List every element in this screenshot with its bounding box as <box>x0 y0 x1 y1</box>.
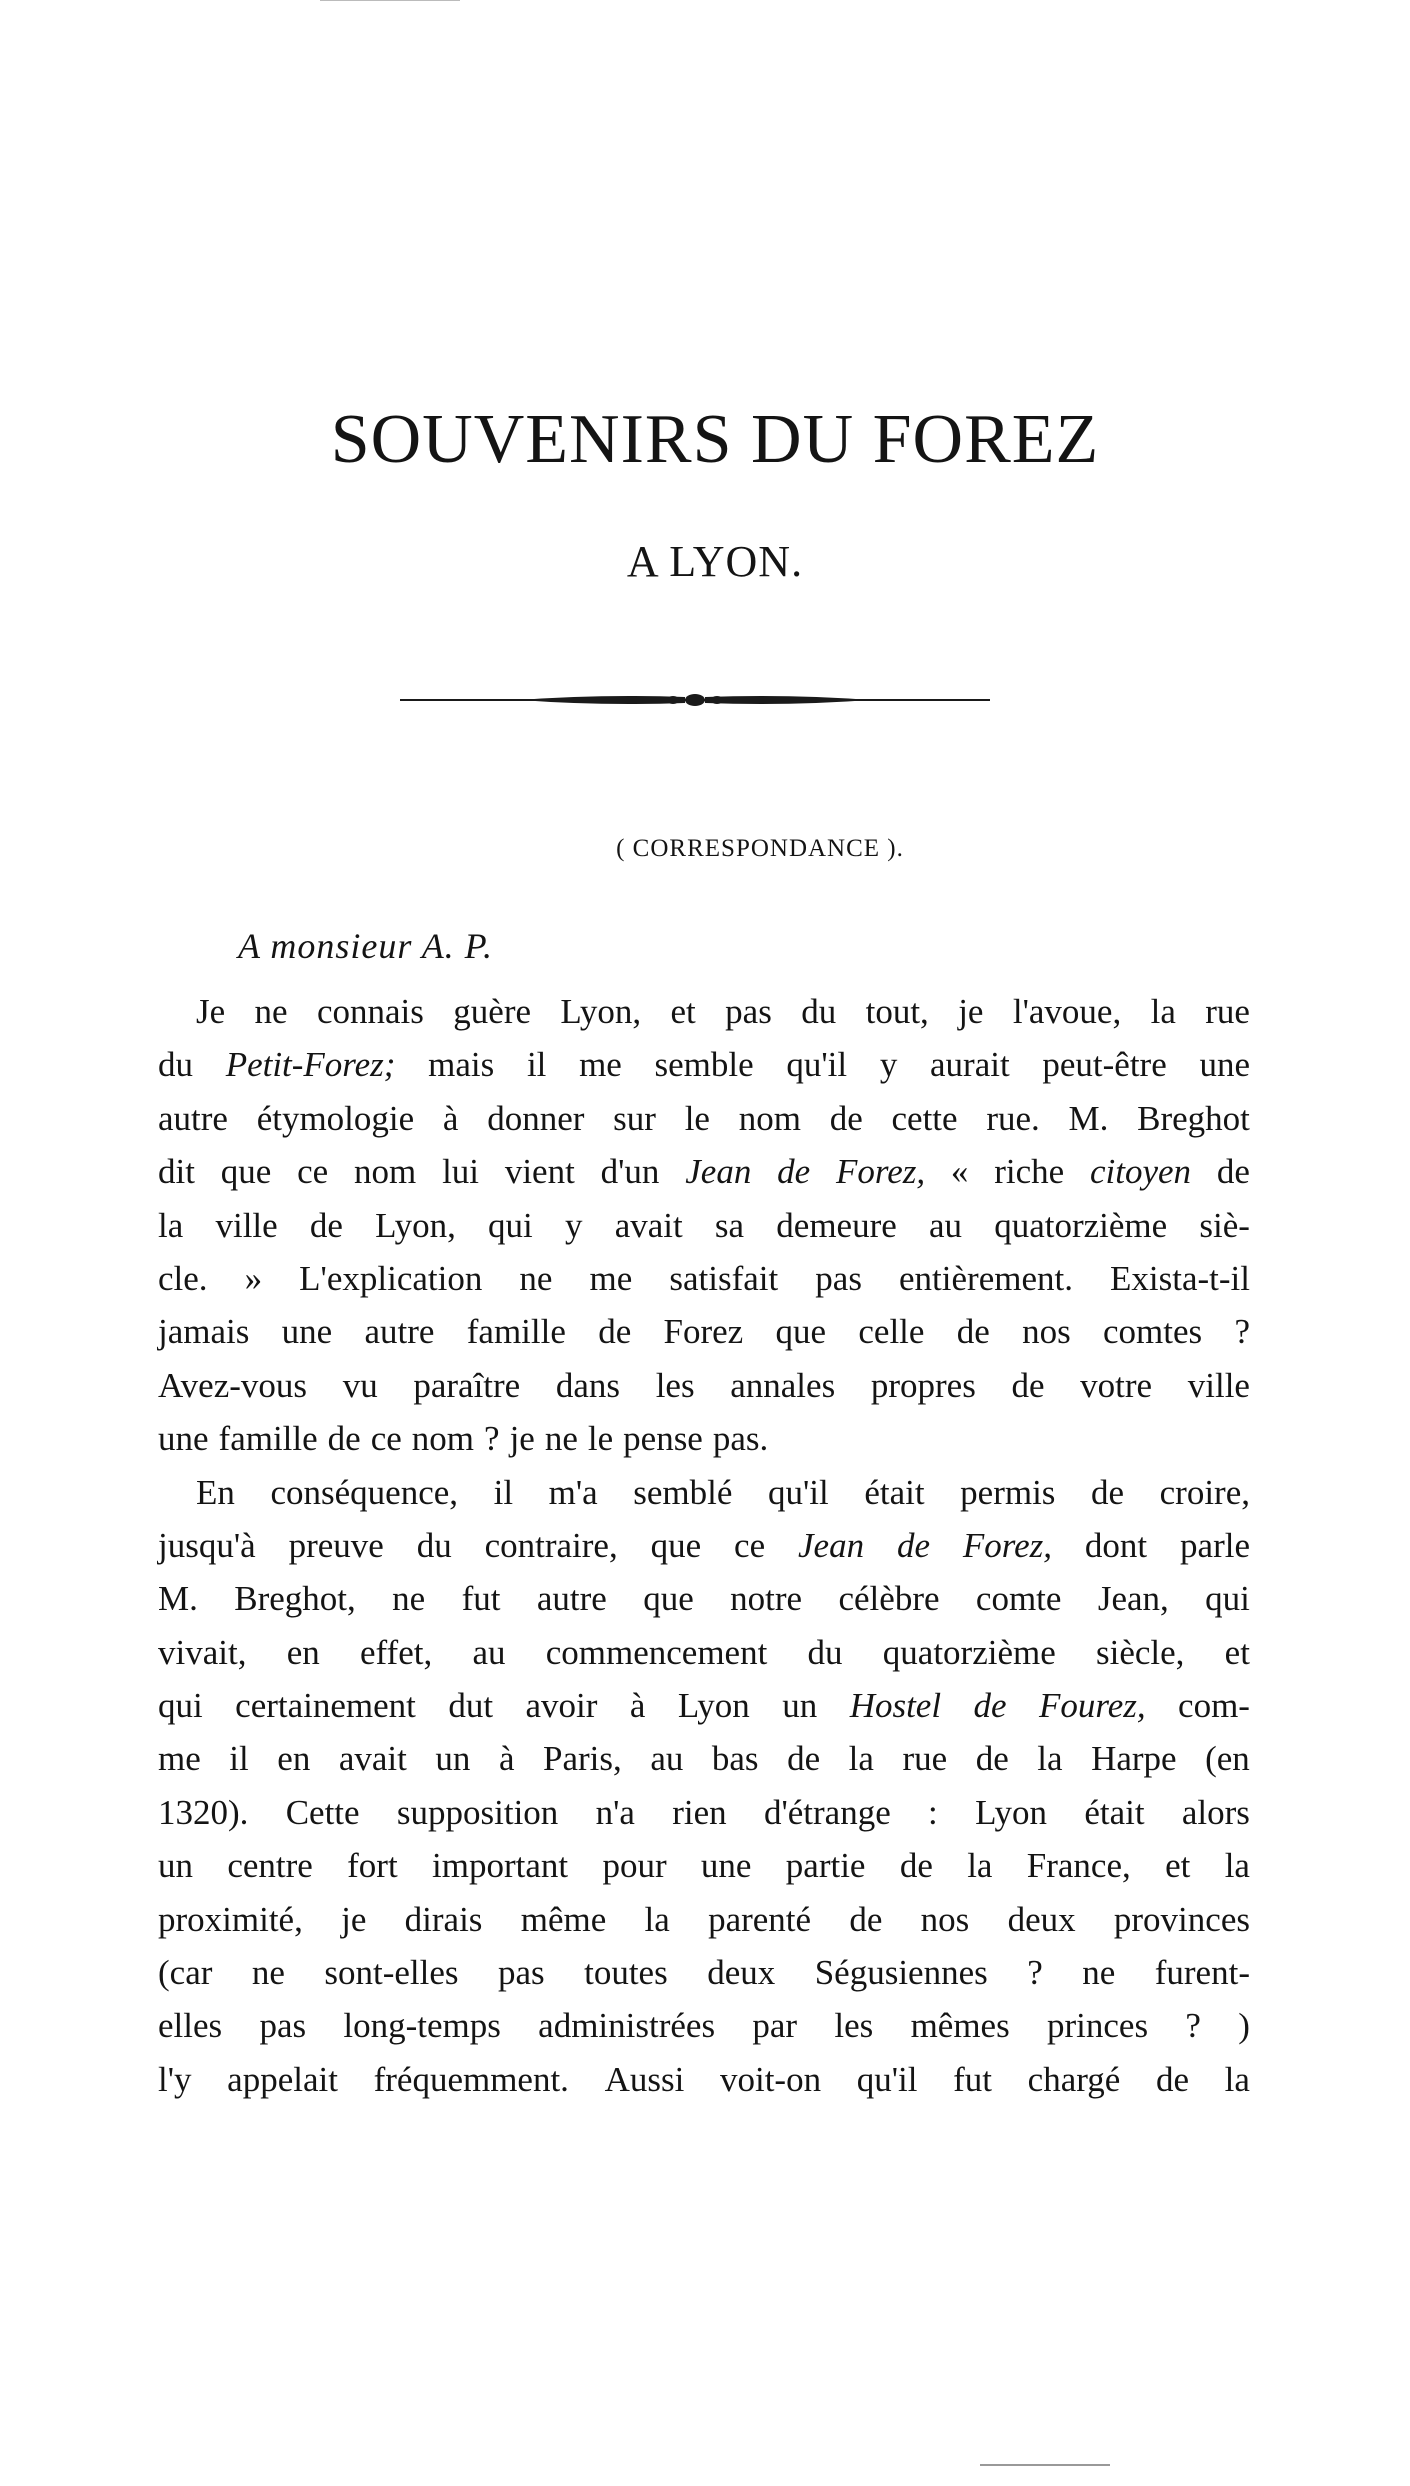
text-line: une famille de ce nom ? je ne le pense pas. <box>158 1419 769 1459</box>
text-line: (car ne sont-elles pas toutes deux Ségusiennes ? ne furent- <box>158 1953 1250 1993</box>
text-line: En conséquence, il m'a semblé qu'il était permis de croire, <box>196 1472 1250 1512</box>
text-line: qui certainement dut avoir à Lyon un Hostel de Fourez, com- <box>158 1686 1250 1726</box>
bottom-edge-rule <box>980 2464 1110 2466</box>
text-line: elles pas long-temps administrées par les mêmes princes ? ) <box>158 2006 1250 2046</box>
text-line: autre étymologie à donner sur le nom de cette rue. M. Breghot <box>158 1098 1250 1138</box>
page-title: SOUVENIRS DU FOREZ <box>330 401 1100 478</box>
text-line: vivait, en effet, au commencement du quatorzième siècle, et <box>158 1632 1250 1672</box>
text-line: la ville de Lyon, qui y avait sa demeure au quatorzième siè- <box>158 1205 1250 1245</box>
text-line: jamais une autre famille de Forez que celle de nos comtes ? <box>158 1312 1250 1352</box>
ornament-divider <box>400 680 990 720</box>
text-line: proximité, je dirais même la parenté de nos deux provinces <box>158 1899 1250 1939</box>
page-subtitle: A LYON. <box>626 537 804 586</box>
top-edge-rule <box>320 0 460 1</box>
body-text <box>158 985 1250 2106</box>
section-label: ( CORRESPONDANCE ). <box>616 835 904 862</box>
text-line: du Petit-Forez; mais il me semble qu'il y aurait peut-être une <box>158 1045 1250 1085</box>
text-line: 1320). Cette supposition n'a rien d'étrange : Lyon était alors <box>158 1792 1250 1832</box>
text-line: dit que ce nom lui vient d'un Jean de Forez, « riche citoyen de <box>158 1152 1250 1192</box>
text-line: jusqu'à preuve du contraire, que ce Jean de Forez, dont parle <box>158 1525 1250 1565</box>
text-line: M. Breghot, ne fut autre que notre célèbre comte Jean, qui <box>158 1579 1250 1619</box>
text-line: un centre fort important pour une partie de la France, et la <box>158 1846 1250 1886</box>
salutation: A monsieur A. P. <box>238 926 494 966</box>
text-line: l'y appelait fréquemment. Aussi voit-on qu'il fut chargé de la <box>158 2059 1250 2099</box>
text-line: me il en avait un à Paris, au bas de la rue de la Harpe (en <box>158 1739 1250 1779</box>
text-line: cle. » L'explication ne me satisfait pas entièrement. Exista-t-il <box>158 1258 1250 1298</box>
text-line: Je ne connais guère Lyon, et pas du tout, je l'avoue, la rue <box>196 992 1250 1031</box>
text-line: Avez-vous vu paraître dans les annales propres de votre ville <box>158 1365 1250 1405</box>
